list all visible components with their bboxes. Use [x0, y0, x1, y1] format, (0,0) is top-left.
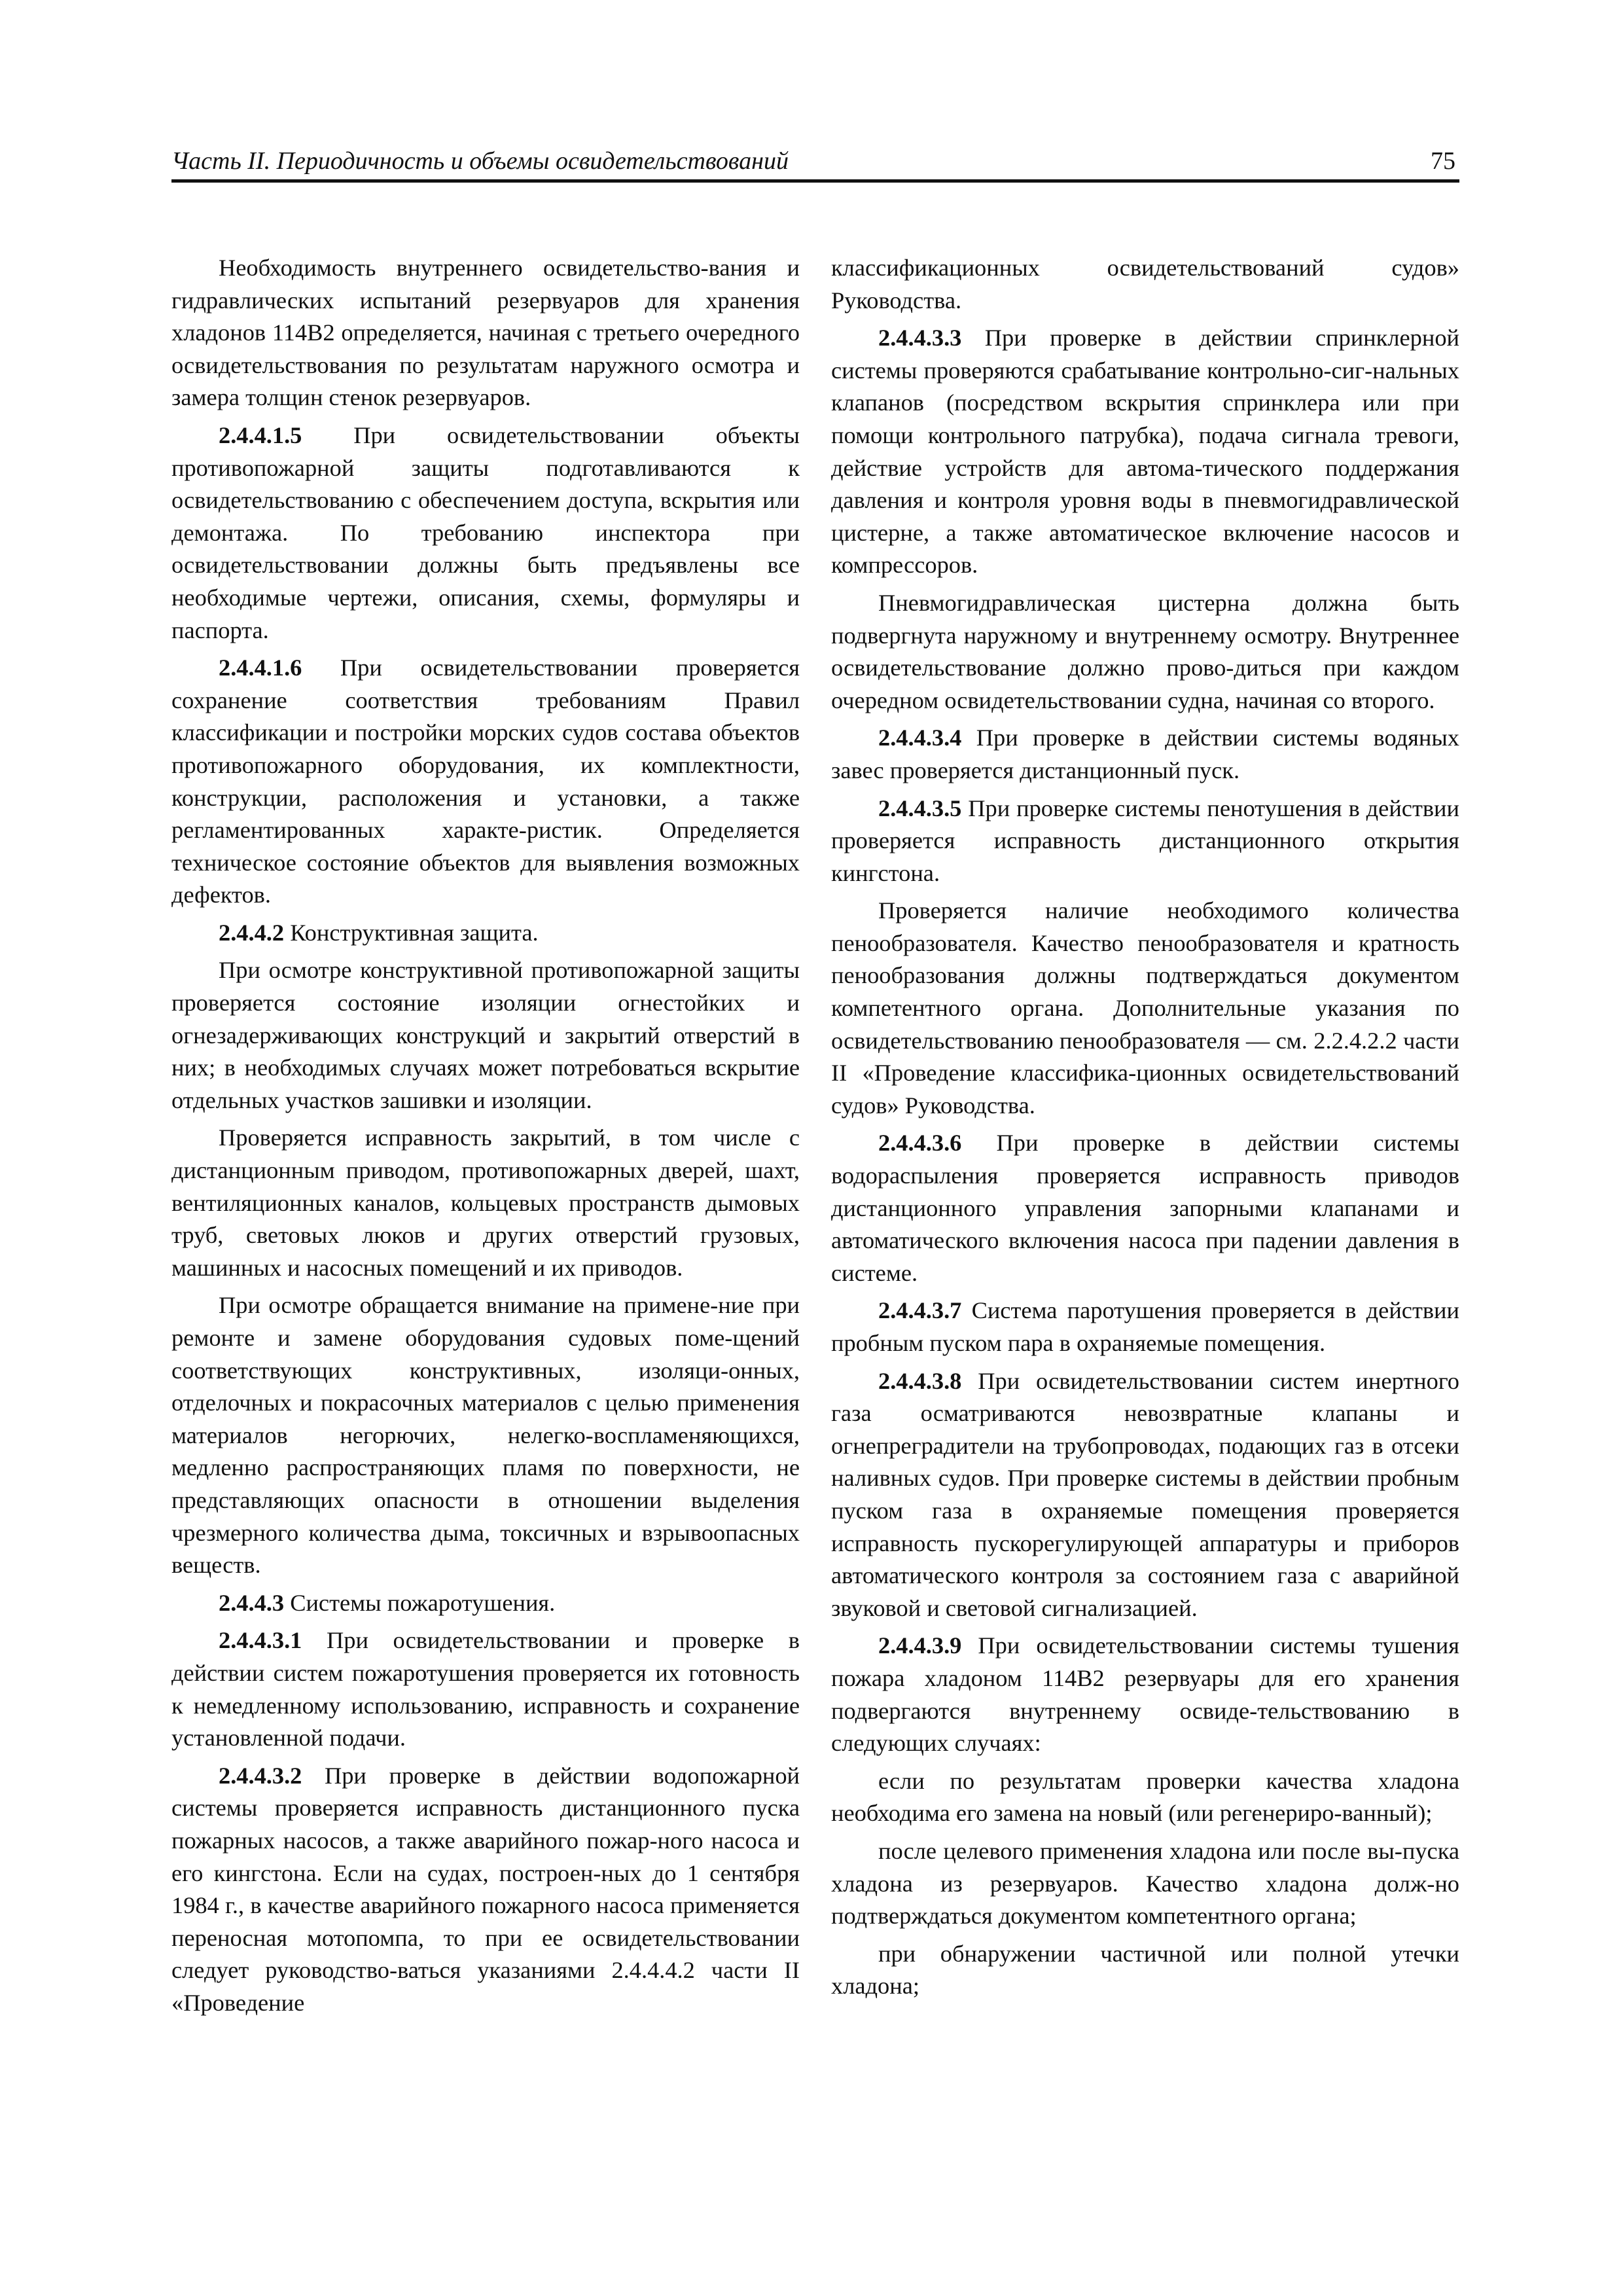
- clause-2-4-4-3-3: 2.4.4.3.3 При проверке в действии спринклерной системы проверяются срабатывание контрольно-сиг-нальных клапанов (посредством вскрытия спринклера или при помощи контрольного патрубка), подача сигнала тревоги, действие устройств для автома-тического поддержания давления и контроля уровня воды в пневмогидравлической цистерне, а также автоматическое включение насосов и компрессоров.: [831, 325, 1459, 579]
- right-column: [831, 252, 1459, 2003]
- clause-2-4-4-1-6: 2.4.4.1.6 При освидетельствовании проверяется сохранение соответствия требованиям Правил классификации и постройки морских судов состава объектов противопожарного оборудования, их комплектности, конструкции, расположения и установки, а также регламентированных характе-ристик. Определяется техническое состояние объектов для выявления возможных дефектов.: [171, 655, 800, 908]
- paragraph-continuation: классификационных освидетельствований судов» Руководства.: [831, 255, 1459, 314]
- clause-2-4-4-3-6: 2.4.4.3.6 При проверке в действии системы водораспыления проверяется исправность приводов дистанционного управления запорными клапанами и автоматического включения насоса при падении давления в системе.: [831, 1130, 1459, 1286]
- list-item: если по результатам проверки качества хладона необходима его замена на новый (или регенериро-ванный);: [831, 1767, 1459, 1827]
- clause-2-4-4-3-9: 2.4.4.3.9 При освидетельствовании системы тушения пожара хладоном 114В2 резервуары для его хранения подвергаются внутреннему освиде-тельствованию в следующих случаях:: [831, 1632, 1459, 1757]
- clause-2-4-4-3-1: 2.4.4.3.1 При освидетельствовании и проверке в действии систем пожаротушения проверяется их готовность к немедленному использованию, исправность и сохранение установленной подачи.: [171, 1627, 800, 1751]
- paragraph: При осмотре конструктивной противопожарной защиты проверяется состояние изоляции огнестойких и огнезадерживающих конструкций и закрытий отверстий в них; в необходимых случаях может потребоваться вскрытие отдельных участков зашивки и изоляции.: [171, 957, 800, 1113]
- paragraph: При осмотре обращается внимание на примене-ние при ремонте и замене оборудования судовых поме-щений соответствующих конструктивных, изоляци-онных, отделочных и покрасочных материалов с целью применения материалов негорючих, нелегко-воспламеняющихся, медленно распространяющих пламя по поверхности, не представляющих опасности в отношении выделения чрезмерного количества дыма, токсичных и взрывоопасных веществ.: [171, 1292, 800, 1579]
- clause-2-4-4-3: 2.4.4.3 Системы пожаротушения.: [219, 1589, 556, 1616]
- clause-2-4-4-1-5: 2.4.4.1.5 При освидетельствовании объекты противопожарной защиты подготавливаются к освидетельствованию с обеспечением доступа, вскрытия или демонтажа. По требованию инспектора при освидетельствовании должны быть предъявлены все необходимые чертежи, описания, схемы, формуляры и паспорта.: [171, 422, 800, 643]
- clause-2-4-4-3-4: 2.4.4.3.4 При проверке в действии системы водяных завес проверяется дистанционный пуск.: [831, 725, 1459, 783]
- clause-2-4-4-3-7: 2.4.4.3.7 Система паротушения проверяется в действии пробным пуском пара в охраняемые помещения.: [831, 1297, 1459, 1356]
- clause-2-4-4-3-8: 2.4.4.3.8 При освидетельствовании систем инертного газа осматриваются невозвратные клапаны и огнепреградители на трубопроводах, подающих газ в отсеки наливных судов. При проверке системы в действии пробным пуском газа в охраняемые помещения проверяется исправность пускорегулирующей аппаратуры и приборов автоматического контроля за состоянием газа с аварийной звуковой и световой сигнализацией.: [831, 1367, 1459, 1621]
- running-header-title: Часть II. Периодичность и объемы освидетельствований: [171, 147, 789, 175]
- paragraph: Пневмогидравлическая цистерна должна быть подвергнута наружному и внутреннему осмотру. Внутреннее освидетельствование должно прово-диться при каждом очередном освидетельствовании судна, начиная со второго.: [831, 589, 1459, 713]
- clause-2-4-4-3-5: 2.4.4.3.5 При проверке системы пенотушения в действии проверяется исправность дистанционного открытия кингстона.: [831, 795, 1459, 886]
- running-header: [171, 145, 1459, 179]
- left-column: [171, 252, 800, 2019]
- clause-2-4-4-2: 2.4.4.2 Конструктивная защита.: [219, 919, 539, 946]
- paragraph: Необходимость внутреннего освидетельство-вания и гидравлических испытаний резервуаров для хранения хладонов 114В2 определяется, начиная с третьего очередного освидетельствования по результатам наружного осмотра и замера толщин стенок резервуаров.: [171, 255, 800, 411]
- page-number: 75: [1431, 147, 1455, 175]
- clause-2-4-4-3-2: 2.4.4.3.2 При проверке в действии водопожарной системы проверяется исправность дистанционного пуска пожарных насосов, а также аварийного пожар-ного насоса и его кингстона. Если на судах, построен-ных до 1 сентября 1984 г., в качестве аварийного пожарного насоса применяется переносная мотопомпа, то при ее освидетельствовании следует руководство-ваться указаниями 2.4.4.4.2 части II «Проведение: [171, 1762, 800, 2016]
- header-rule: [171, 179, 1459, 183]
- list-item: после целевого применения хладона или после вы-пуска хладона из резервуаров. Качество хладона долж-но подтверждаться документом компетентного органа;: [831, 1837, 1459, 1929]
- paragraph: Проверяется исправность закрытий, в том числе с дистанционным приводом, противопожарных дверей, шахт, вентиляционных каналов, кольцевых пространств дымовых труб, световых люков и других отверстий грузовых, машинных и насосных помещений и их приводов.: [171, 1124, 800, 1281]
- list-item: при обнаружении частичной или полной утечки хладона;: [831, 1940, 1459, 2000]
- paragraph: Проверяется наличие необходимого количества пенообразователя. Качество пенообразователя и кратность пенообразования должны подтверждаться документом компетентного органа. Дополнительные указания по освидетельствованию пенообразователя — см. 2.2.4.2.2 части II «Проведение классифика-ционных освидетельствований судов» Руководства.: [831, 897, 1459, 1119]
